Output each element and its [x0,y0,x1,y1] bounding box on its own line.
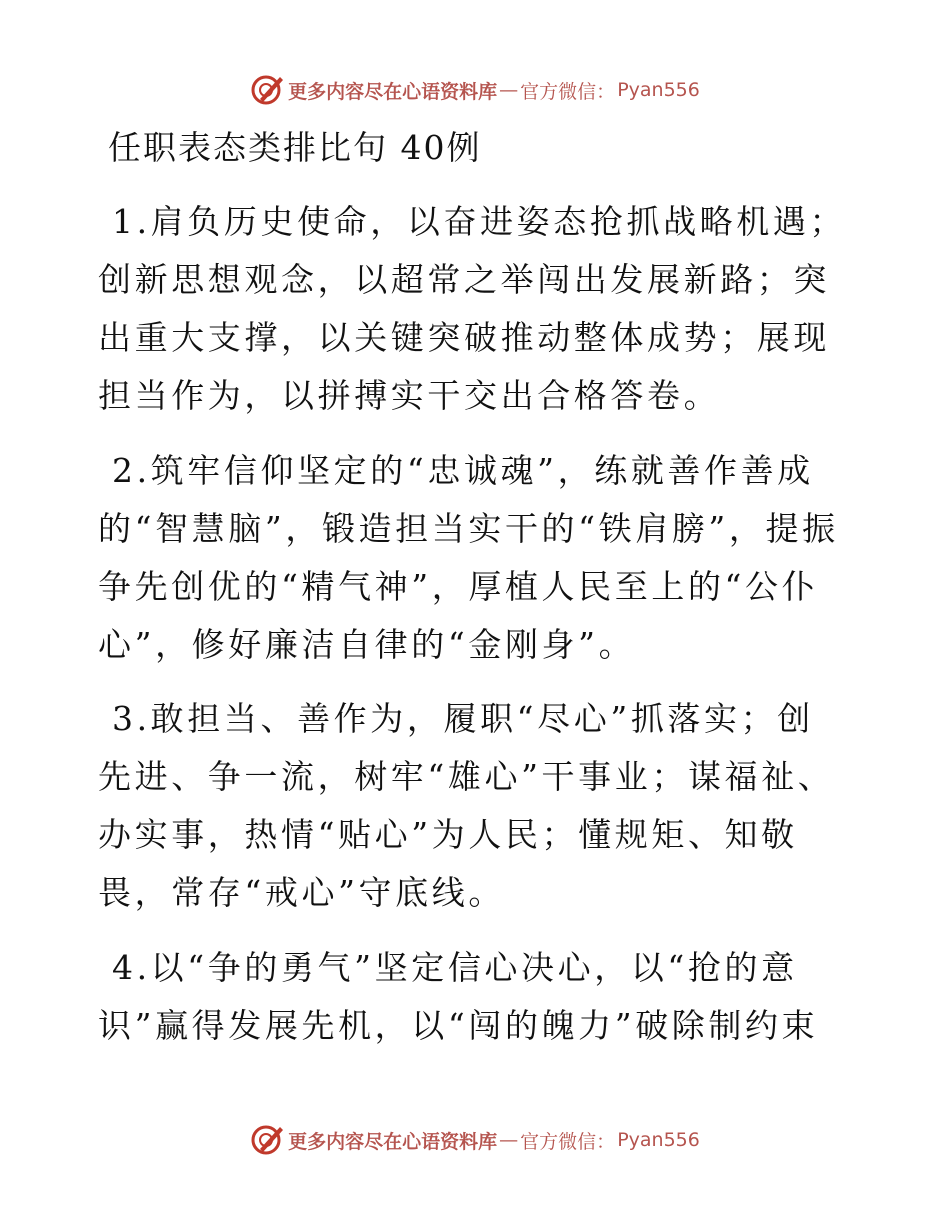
banner-handle: Pyan556 [617,79,700,101]
pen-logo-icon [250,1123,284,1157]
banner-handle: Pyan556 [617,1129,700,1151]
paragraph-4: 4.以“争的勇气”坚定信心决心，以“抢的意识”赢得发展先机，以“闯的魄力”破除制约束 [98,948,819,1045]
banner-wechat-label: 官方微信： [520,1130,616,1153]
banner-separator: — [499,1129,519,1151]
banner-separator: — [499,79,519,101]
banner-brand: 更多内容尽在心语资料库 [288,1130,498,1153]
paragraph-3: 3.敢担当、善作为，履职“尽心”抓落实；创先进、争一流，树牢“雄心”干事业；谋福祉、办实事，热情“贴心”为人民；懂规矩、知敬畏，常存“戒心”守底线。 [98,699,835,912]
paragraph-1: 1.肩负历史使命，以奋进姿态抢抓战略机遇；创新思想观念，以超常之举闯出发展新路；突出重大支撑，以关键突破推动整体成势；展现担当作为，以拼搏实干交出合格答卷。 [98,202,847,415]
footer-banner [0,1120,950,1160]
document-title: 任职表态类排比句 40例 [108,128,482,167]
banner-wechat-label: 官方微信： [520,80,616,103]
paragraph-2: 2.筑牢信仰坚定的“忠诚魂”，练就善作善成的“智慧脑”，锻造担当实干的“铁肩膀”，提振争先创优的“精气神”，厚植人民至上的“公仆心”，修好廉洁自律的“金刚身”。 [98,451,839,664]
pen-logo-icon [250,73,284,107]
banner-brand: 更多内容尽在心语资料库 [288,80,498,103]
header-banner [0,70,950,110]
